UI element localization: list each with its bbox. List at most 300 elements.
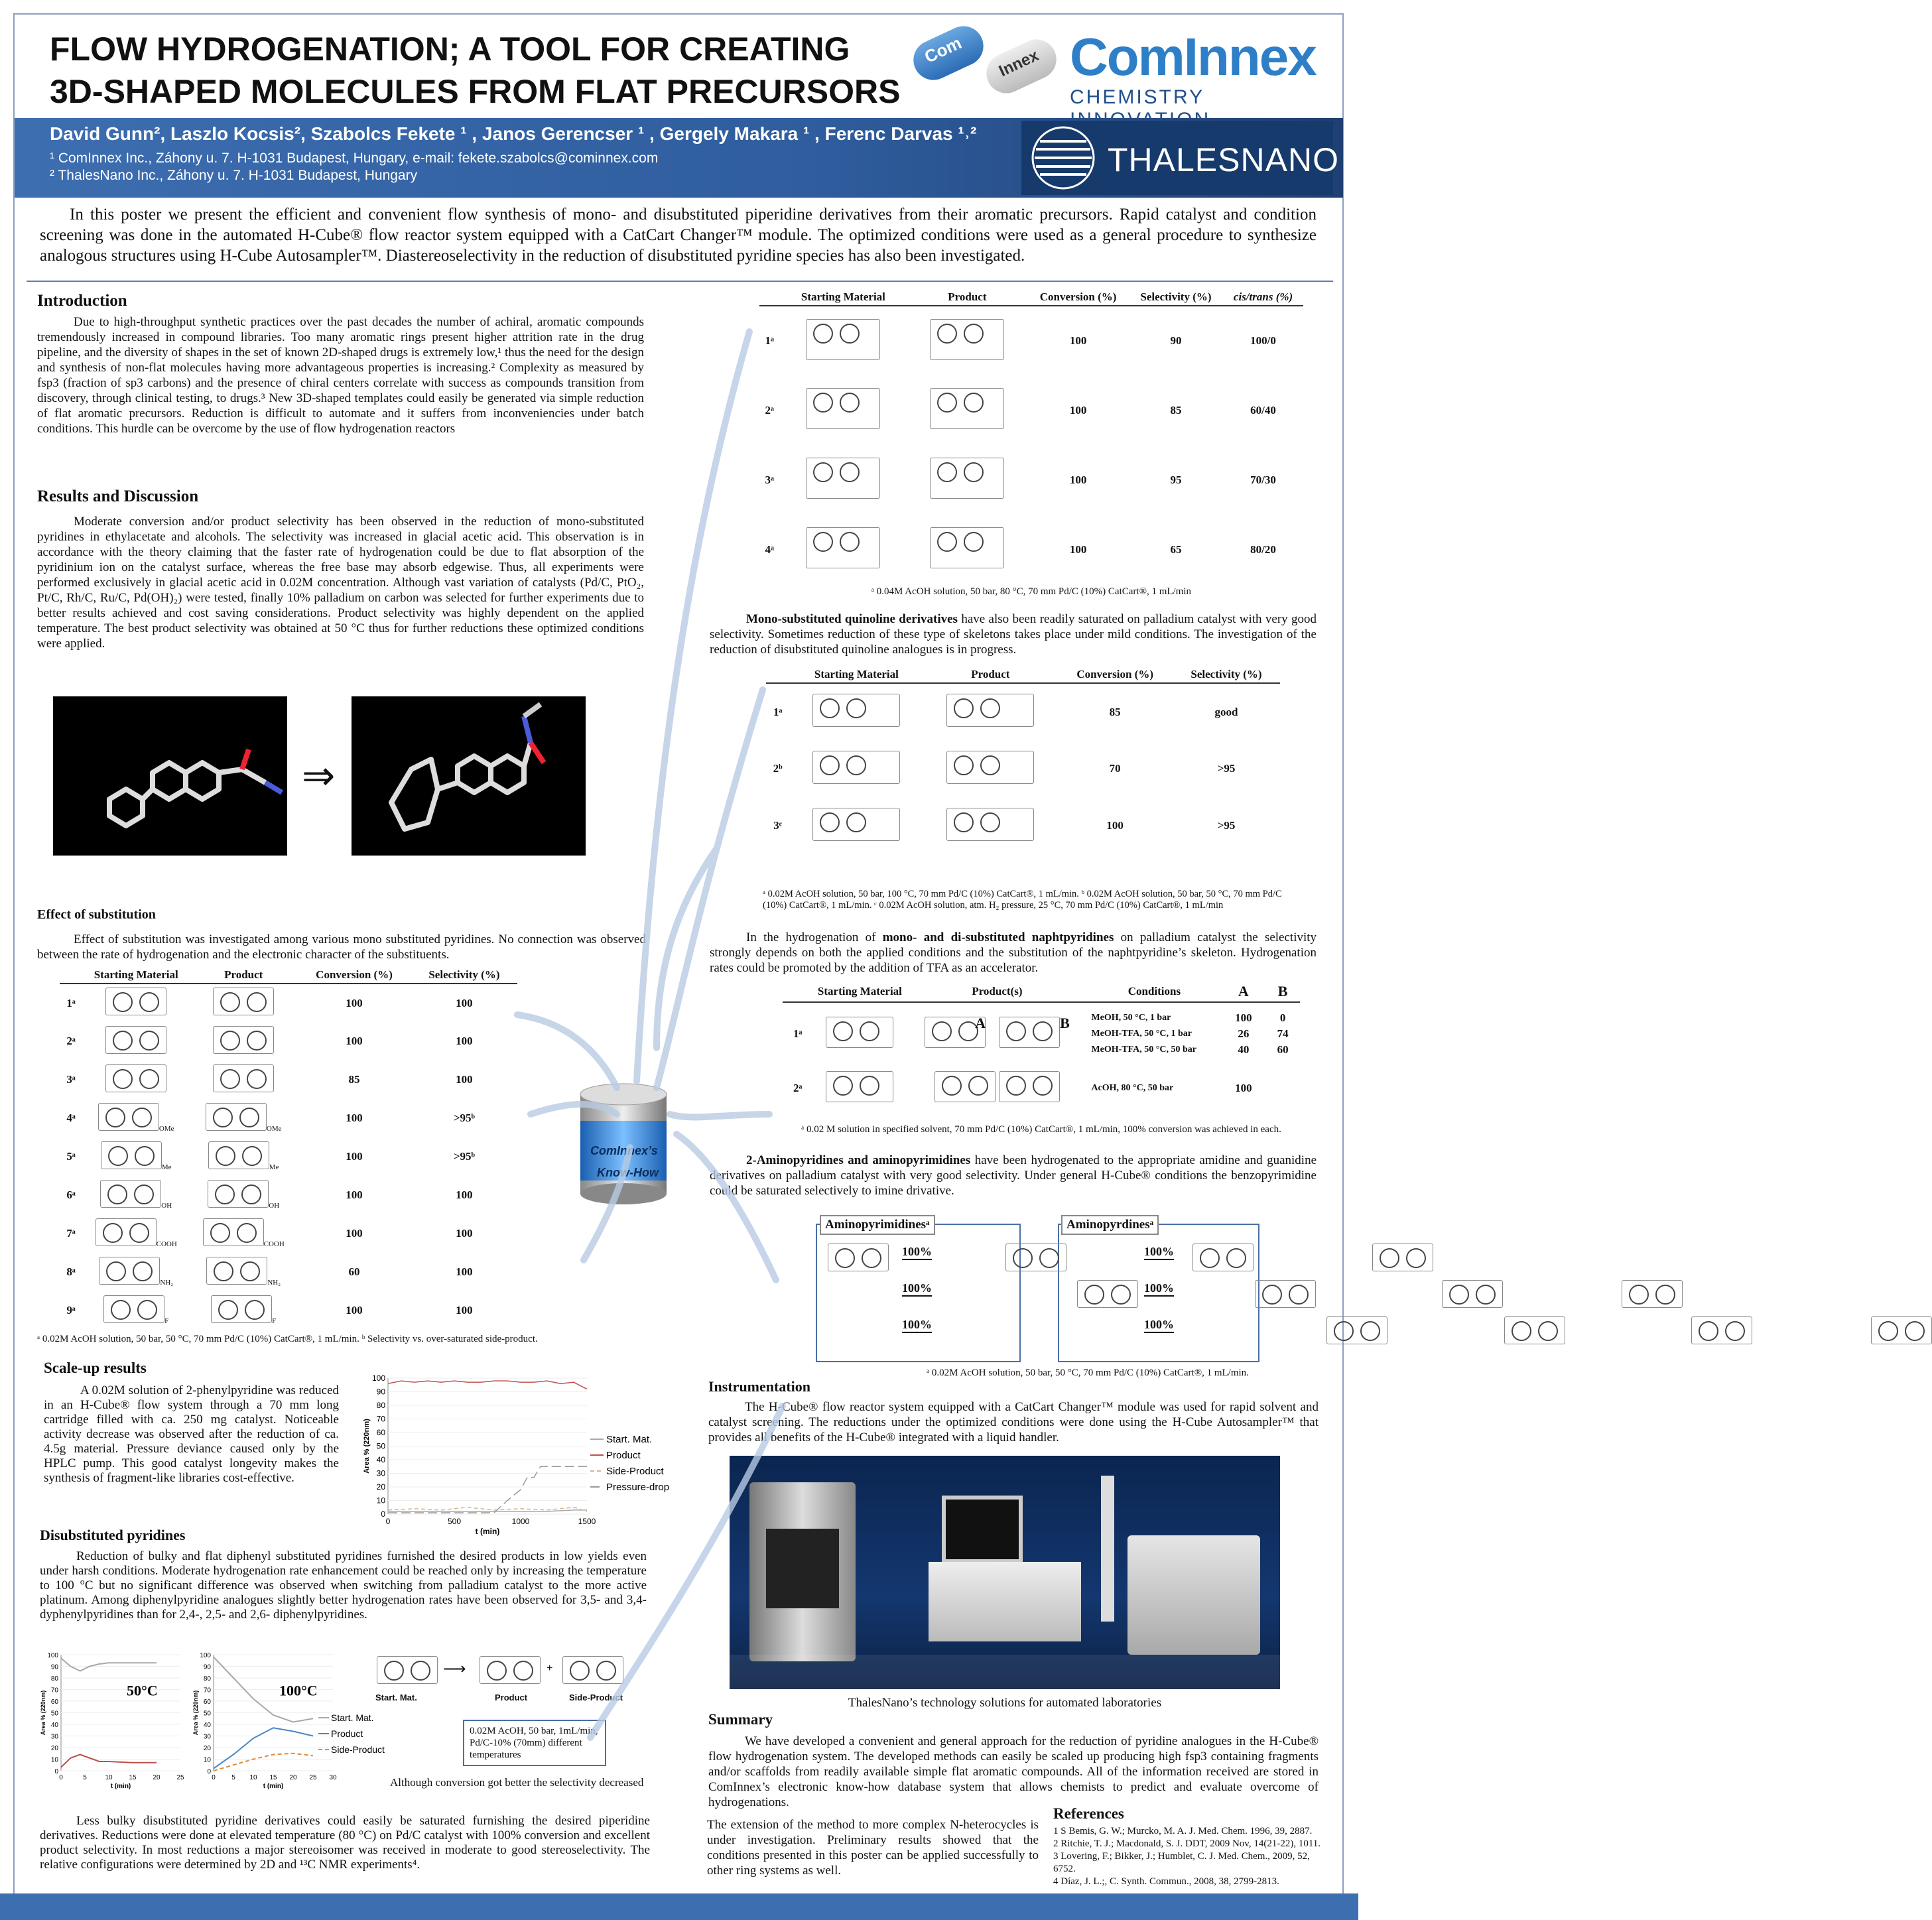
summary-text-1: We have developed a convenient and general approach for the reduction of pyridine analogues in the H-Cube® flow hydrogenation system. The developed methods can easily be scaled up producing high fsp3 containing fragments and/or scaffolds from readily available simple flat aromatic compounds. All of the information received are stored in ComInnex’s electronic know-how database system that allows chemists to predict and evaluate overcome of hydrogenations. — [708, 1734, 1319, 1809]
autosampler — [929, 1562, 1081, 1641]
x-tick-label: 25 — [176, 1774, 184, 1781]
effect-row — [60, 1176, 517, 1214]
y-tick-label: 90 — [50, 1663, 58, 1671]
effect-conv: 100 — [346, 1150, 363, 1163]
effect-sel: 100 — [456, 1304, 473, 1316]
amino-prod-structure — [1372, 1244, 1433, 1271]
effect-prod-structure — [190, 984, 297, 1022]
y-tick-label: 10 — [203, 1756, 211, 1764]
t2-ct: 60/40 — [1250, 403, 1276, 416]
naph-b: 60 — [1277, 1043, 1289, 1056]
x-axis-label: t (min) — [263, 1783, 284, 1790]
scaleup-text: A 0.02M solution of 2-phenylpyridine was reduced in an H-Cube® flow system through a 70 mm long cartridge filled with ca. 250 mg catalyst. Noticeable activity decrease was observed after the reduction of ca. 4.5g material. Pressure deviance caused only by the HPLC pump. This good catalyst longevity makes the synthesis of fragment-like libraries cost-effective. — [44, 1383, 339, 1485]
effect-sel: 100 — [456, 1035, 473, 1047]
disub-section — [40, 1527, 647, 1622]
scaleup-heading: Scale-up results — [44, 1360, 147, 1376]
naph-condition: MeOH-TFA, 50 °C, 50 bar — [1091, 1045, 1196, 1055]
t2-col-sm: Starting Material — [779, 289, 907, 306]
naph-a-col — [1221, 1065, 1265, 1112]
y-tick-label: 100 — [47, 1652, 58, 1659]
t2-row — [759, 306, 1303, 375]
y-tick-label: 20 — [50, 1745, 58, 1752]
badge-com: Com — [921, 32, 965, 67]
cominnex-tagline: CHEMISTRY — [1070, 86, 1204, 108]
effect-sub-label: OH — [161, 1201, 172, 1210]
q-prod-structure — [923, 740, 1057, 797]
q-sm-structure — [789, 740, 923, 797]
naph-b-col — [1265, 1065, 1300, 1112]
x-axis-label: t (min) — [475, 1527, 500, 1536]
effect-conv: 100 — [346, 1227, 363, 1240]
amino-sm-structure — [1192, 1244, 1254, 1271]
y-tick-label: 80 — [376, 1401, 385, 1410]
q-sel: >95 — [1217, 819, 1236, 832]
effect-prod-structure — [190, 1099, 297, 1137]
series-line-product — [388, 1381, 587, 1389]
disub-text-2: Less bulky disubstituted pyridine derivatives could easily be saturated furnishing the desired piperidine derivatives. Reductions were done at elevated temperature (80 °C) on Pd/C catalyst with 100% conversion and excellent product selectivity. In most reductions a major stereoisomer was received in moderate to good stereoselectivity. The relative configurations were determined by 2D and ¹³C NMR experiments⁴. — [40, 1814, 650, 1872]
amino-sm-structure — [1442, 1280, 1503, 1308]
effect-sub-label: Me — [161, 1163, 172, 1171]
chart-title: 50°C — [127, 1682, 158, 1699]
effect-conv: 60 — [348, 1265, 360, 1278]
summary-text-2: The extension of the method to more complex N-heterocycles is under investigation. Preliminary results showed that the conditions presented in this poster can be applied successfully to other ring systems as well. — [707, 1818, 1039, 1878]
amino-prod-structure — [1255, 1280, 1316, 1308]
y-tick-label: 70 — [50, 1687, 58, 1695]
t2-row-id: 2ᵃ — [765, 403, 774, 416]
x-tick-label: 25 — [309, 1774, 317, 1781]
author-list: David Gunn², Laszlo Kocsis², Szabolcs Fekete ¹ , Janos Gerencser ¹ , Gergely Makara ¹ , Ferenc Darvas ¹˒² — [50, 123, 977, 144]
amino-sm-structure — [1077, 1280, 1138, 1308]
effect-sm-structure — [82, 1291, 190, 1330]
molecule-3d-shaped — [352, 696, 586, 856]
badge-innex: Innex — [996, 46, 1042, 81]
naph-text-a: In the hydrogenation of — [746, 930, 876, 944]
effect-footnote: ᵃ 0.02M AcOH solution, 50 bar, 50 °C, 70 mm Pd/C (10%) CatCart®, 1 mL/min. ᵇ Selectivity vs. over-saturated side-product. — [37, 1334, 538, 1344]
references-section — [1053, 1805, 1332, 1888]
amino-sm-structure — [1326, 1316, 1387, 1344]
instrumentation-section — [708, 1378, 1319, 1445]
legend-label: Side-Product — [606, 1466, 664, 1477]
q-sm-structure — [789, 683, 923, 740]
scheme-start-mat — [377, 1656, 438, 1684]
t2-ct: 80/20 — [1250, 543, 1276, 556]
naph-label-b: B — [1060, 1014, 1070, 1031]
quinoline-body: have also been readily saturated on palladium catalyst with very good selectivity. Sometimes reduction of these type of skeletons takes place under mild conditions. The investigation of the reduction of disubstituted quinoline analogues is in progress. — [710, 612, 1317, 657]
t2-col-conv: Conversion (%) — [1027, 289, 1128, 306]
x-tick-label: 0 — [212, 1774, 216, 1781]
effect-row-id: 3ᵃ — [66, 1073, 76, 1086]
effect-row — [60, 1099, 517, 1137]
effect-sm-structure — [82, 1022, 190, 1060]
y-tick-label: 0 — [381, 1509, 385, 1519]
naph-a-col — [1221, 1002, 1265, 1065]
effect-row — [60, 1022, 517, 1060]
chart-50c — [33, 1648, 192, 1797]
instrument-caption: ThalesNano’s technology solutions for automated laboratories — [848, 1696, 1162, 1710]
y-tick-label: 0 — [54, 1768, 58, 1775]
legend-label: Side-Product — [331, 1744, 385, 1755]
reference-list — [1053, 1825, 1332, 1888]
effect-conv: 100 — [346, 1188, 363, 1201]
x-tick-label: 1500 — [578, 1517, 596, 1526]
effect-sm-structure — [82, 1176, 190, 1214]
effect-row — [60, 1060, 517, 1099]
x-tick-label: 30 — [329, 1774, 337, 1781]
n-col-cond: Conditions — [1087, 982, 1221, 1002]
summary-heading: Summary — [708, 1711, 773, 1728]
t2-row-id: 1ᵃ — [765, 334, 774, 347]
q-col-conv: Conversion (%) — [1057, 667, 1173, 683]
hcube-panel — [766, 1529, 839, 1608]
naph-prod-structure — [907, 1002, 1087, 1065]
t2-row — [759, 515, 1303, 584]
naph-row-id: 1ᵃ — [793, 1027, 803, 1040]
y-tick-label: 60 — [203, 1698, 211, 1706]
y-axis-label: Area % (220nm) — [192, 1690, 199, 1736]
y-axis-label: Area % (220nm) — [363, 1419, 371, 1474]
t2-prod-structure — [907, 515, 1027, 584]
thalesnano-logo — [1021, 121, 1339, 195]
t2-prod-structure — [907, 306, 1027, 375]
disub-caption: Although conversion got better the selectivity decreased — [390, 1776, 644, 1789]
effect-sel: 100 — [456, 1227, 473, 1240]
effect-prod-structure — [190, 1253, 297, 1291]
knowhow-line1: ComInnex’s — [590, 1144, 658, 1157]
x-tick-label: 1000 — [511, 1517, 530, 1526]
effect-sub-label-prod: F — [272, 1316, 277, 1325]
table-disub — [759, 289, 1303, 584]
y-tick-label: 10 — [50, 1756, 58, 1764]
naph-condition: AcOH, 80 °C, 50 bar — [1091, 1083, 1174, 1093]
y-tick-label: 90 — [376, 1387, 385, 1397]
amino-bold: 2-Aminopyridines and aminopyrimidines — [746, 1153, 971, 1167]
t2-sel: 95 — [1170, 473, 1182, 486]
naph-prod-structure — [907, 1065, 1087, 1112]
scheme-label-side: Side-Product — [569, 1693, 623, 1702]
t2-conv: 100 — [1069, 543, 1087, 556]
t2-col-prod: Product — [907, 289, 1027, 306]
x-tick-label: 15 — [269, 1774, 277, 1781]
effect-text: Effect of substitution was investigated among various mono substituted pyridines. No connection was observed between the rate of hydrogenation and the electronic character of the substituents. — [37, 932, 646, 962]
molecule-3d-flat — [53, 696, 287, 856]
t2-ct: 70/30 — [1250, 473, 1276, 486]
amino-yield: 100% — [902, 1245, 932, 1260]
effect-sm-structure — [82, 1137, 190, 1176]
reference-item: 4 Díaz, J. L.;, C. Synth. Commun., 2008, 38, 2799-2813. — [1053, 1876, 1279, 1887]
n-col-prod: Product(s) — [907, 982, 1087, 1002]
disub-scheme — [363, 1653, 649, 1706]
amino-prod-structure — [1005, 1244, 1066, 1271]
x-tick-label: 0 — [385, 1517, 391, 1526]
amino-yield: 100% — [1144, 1318, 1174, 1333]
naph-a: 26 — [1238, 1027, 1250, 1040]
t2-sm-structure — [779, 445, 907, 515]
disub-heading: Disubstituted pyridines — [40, 1527, 186, 1543]
affiliation-2: ² ThalesNano Inc., Záhony u. 7. H-1031 Budapest, Hungary — [50, 168, 418, 183]
series-line-product — [61, 1755, 157, 1767]
t2-prod-structure — [907, 445, 1027, 515]
t2-sm-structure — [779, 515, 907, 584]
flat-molecule-render — [53, 696, 287, 856]
y-tick-label: 10 — [376, 1496, 385, 1505]
q-prod-structure — [923, 797, 1057, 854]
naph-sm-structure — [812, 1002, 907, 1065]
amino-sm-structure — [1691, 1316, 1752, 1344]
x-tick-label: 5 — [231, 1774, 235, 1781]
x-tick-label: 500 — [447, 1517, 462, 1526]
naph-label-a: A — [975, 1014, 986, 1031]
y-tick-label: 100 — [371, 1374, 385, 1383]
x-axis-label: t (min) — [110, 1783, 131, 1790]
effect-row-id: 9ᵃ — [66, 1304, 76, 1316]
y-tick-label: 50 — [203, 1710, 211, 1718]
effect-row — [60, 1253, 517, 1291]
effect-prod-structure — [190, 1022, 297, 1060]
effect-sub-label: F — [164, 1316, 169, 1325]
t2-row-id: 3ᵃ — [765, 473, 774, 486]
t2-col-ct: cis/trans (%) — [1223, 289, 1303, 306]
q-row-id: 2ᵇ — [773, 762, 783, 775]
effect-sm-structure — [82, 1060, 190, 1099]
quinoline-row — [766, 740, 1280, 797]
effect-conv: 100 — [346, 1112, 363, 1124]
effect-sm-structure — [82, 1214, 190, 1253]
shaped-molecule-render — [352, 696, 586, 856]
y-tick-label: 30 — [376, 1468, 385, 1478]
t2-sm-structure — [779, 375, 907, 445]
poster-title: FLOW HYDROGENATION; A TOOL FOR CREATING 3D-SHAPED MOLECULES FROM FLAT PRECURSORS — [50, 31, 901, 110]
q-conv: 70 — [1109, 762, 1121, 775]
naph-a: 100 — [1235, 1082, 1252, 1094]
t2-row-id: 4ᵃ — [765, 543, 774, 556]
effect-sub-label-prod: Me — [269, 1163, 279, 1171]
scaleup-chart — [355, 1373, 673, 1542]
n-col-sm: Starting Material — [812, 982, 907, 1002]
y-tick-label: 30 — [50, 1733, 58, 1741]
effect-row — [60, 1137, 517, 1176]
amino-text — [710, 1153, 1317, 1198]
naph-footnote: ᵃ 0.02 M solution in specified solvent, 70 mm Pd/C (10%) CatCart®, 1 mL/min, 100% conversion was achieved in each. — [801, 1124, 1281, 1135]
effect-col-sel: Selectivity (%) — [411, 967, 517, 984]
naph-a: 100 — [1235, 1011, 1252, 1024]
y-tick-label: 80 — [50, 1675, 58, 1683]
y-tick-label: 20 — [203, 1745, 211, 1752]
second-unit — [1127, 1535, 1260, 1655]
effect-sm-structure — [82, 1099, 190, 1137]
effect-sel: >95ᵇ — [453, 1150, 476, 1163]
y-tick-label: 70 — [203, 1687, 211, 1695]
amino-body: have been hydrogenated to the appropriate amidine and guanidine derivatives on palladium catalyst with very good selectivity. Under general H-Cube® conditions the benzopyrimidine could be saturated selectively to imine drivative. — [710, 1153, 1317, 1198]
effect-sel: >95ᵇ — [453, 1112, 476, 1124]
references-heading: References — [1053, 1805, 1124, 1822]
t2-conv: 100 — [1069, 473, 1087, 486]
effect-sm-structure — [82, 1253, 190, 1291]
legend-label: Start. Mat. — [331, 1712, 374, 1723]
table-naph — [783, 982, 1300, 1112]
t2-sel: 85 — [1170, 403, 1182, 416]
effect-sub-label: OMe — [159, 1124, 174, 1133]
naph-a: 40 — [1238, 1043, 1250, 1056]
amino-yield: 100% — [1144, 1245, 1174, 1260]
intro-heading: Introduction — [37, 292, 127, 310]
quinoline-row — [766, 683, 1280, 740]
scheme-label-product: Product — [495, 1693, 528, 1702]
knowhow-line2: Know-How — [597, 1166, 659, 1179]
naph-row — [783, 1065, 1300, 1112]
table-quinoline — [766, 667, 1280, 854]
naph-text-b: on palladium catalyst the selectivity strongly depends on both the applied conditions and the substitution of the naphtpyridine’s skeleton. Hydrogenation rates could be promoted by the addition of TFA as an accelerator. — [710, 930, 1317, 975]
legend-label: Pressure-drop — [606, 1482, 670, 1493]
effect-col-conv: Conversion (%) — [297, 967, 411, 984]
reference-item: 3 Lovering, F.; Bikker, J.; Humblet, C. J. Med. Chem., 2009, 52, 6752. — [1053, 1851, 1310, 1874]
y-tick-label: 0 — [207, 1768, 211, 1775]
effect-row-id: 4ᵃ — [66, 1112, 76, 1124]
y-tick-label: 100 — [200, 1652, 211, 1659]
series-line-side-product — [214, 1754, 313, 1771]
summary-section — [708, 1711, 1319, 1810]
t2-footnote: ᵃ 0.04M AcOH solution, 50 bar, 80 °C, 70 mm Pd/C (10%) CatCart®, 1 mL/min — [871, 586, 1192, 597]
q-col-sel: Selectivity (%) — [1173, 667, 1280, 683]
scheme-label-start: Start. Mat. — [375, 1693, 417, 1702]
affiliation-1: ¹ ComInnex Inc., Záhony u. 7. H-1031 Budapest, Hungary, e-mail: fekete.szabolcs@cominnex.com — [50, 151, 659, 166]
aminopyrimidines-label: Aminopyrimidinesᵃ — [820, 1215, 935, 1235]
effect-conv: 100 — [346, 1304, 363, 1316]
y-tick-label: 50 — [376, 1441, 385, 1451]
effect-prod-structure — [190, 1291, 297, 1330]
effect-sub-label-prod: NH₂ — [267, 1278, 281, 1287]
effect-prod-structure — [190, 1060, 297, 1099]
reflection — [730, 1655, 1280, 1689]
x-tick-label: 10 — [105, 1774, 113, 1781]
disub-text: Reduction of bulky and flat diphenyl substituted pyridines furnished the desired products in low yields even under harsh conditions. Moderate hydrogenation rate enhancement could be reached only by increasing the temperature to 100 °C but no significant difference was observed when switching from palladium catalyst to the more active platinum. Among diphenylpyridine analogues slightly better hydrogenation rates have been observed for 3,5- and 3,4-dyphenylpyridines than for 2,4-, 2,5- and 2,6- diphenylpyridines. — [40, 1549, 647, 1622]
t2-ct: 100/0 — [1250, 334, 1276, 347]
robot-arm — [1101, 1476, 1114, 1622]
x-tick-label: 20 — [289, 1774, 297, 1781]
legend-label: Product — [331, 1728, 363, 1739]
t2-row — [759, 445, 1303, 515]
naph-row — [783, 1002, 1300, 1065]
effect-sub-label-prod: OMe — [266, 1124, 282, 1133]
effect-conv: 100 — [346, 1035, 363, 1047]
quinoline-bold: Mono-substituted quinoline derivatives — [746, 612, 958, 626]
effect-row-id: 2ᵃ — [66, 1035, 76, 1047]
naph-condition: MeOH-TFA, 50 °C, 1 bar — [1091, 1029, 1192, 1039]
effect-sub-label: NH₂ — [160, 1278, 174, 1287]
effect-table — [60, 967, 517, 1330]
y-tick-label: 40 — [203, 1722, 211, 1729]
quinoline-row — [766, 797, 1280, 854]
scheme-side-product — [562, 1656, 623, 1684]
t2-conv: 100 — [1069, 334, 1087, 347]
q-prod-structure — [923, 683, 1057, 740]
thalesnano-emblem-icon — [1027, 121, 1100, 194]
footer-band — [0, 1893, 1358, 1920]
amino-yield: 100% — [1144, 1281, 1174, 1297]
abstract: In this poster we present the efficient and convenient flow synthesis of mono- and disubstituted piperidine derivatives from their aromatic precursors. Rapid catalyst and condition screening was done in the automated H-Cube® flow reactor system equipped with a CatCart Changer™ module. The optimized conditions were used as a general procedure to synthesize analogous structures using H-Cube Autosampler™. Diastereoselectivity in the reduction of disubstituted pyridine species has also been investigated. — [40, 206, 1317, 265]
disub-conditions-box: 0.02M AcOH, 50 bar, 1mL/min, Pd/C-10% (70mm) different temperatures — [463, 1720, 606, 1766]
naph-b-col — [1265, 1002, 1300, 1065]
series-line-product — [214, 1728, 313, 1768]
x-tick-label: 0 — [59, 1774, 63, 1781]
naph-b: 74 — [1277, 1027, 1289, 1040]
n-col-a: A — [1221, 982, 1265, 1002]
q-row-id: 1ᵃ — [773, 705, 783, 718]
legend-label: Product — [606, 1450, 641, 1461]
naph-b: 0 — [1279, 1011, 1286, 1024]
abstract-divider — [27, 281, 1333, 282]
effect-sel: 100 — [456, 1188, 473, 1201]
naph-bold: mono- and di-substituted naphtpyridines — [882, 930, 1114, 944]
x-tick-label: 10 — [249, 1774, 257, 1781]
amino-prod-structure — [1622, 1280, 1683, 1308]
intro-section — [37, 292, 644, 436]
effect-sel: 100 — [456, 996, 473, 1009]
series-line-start-mat- — [388, 1510, 587, 1511]
q-conv: 100 — [1106, 819, 1124, 832]
cominnex-logo — [899, 20, 1330, 116]
instrumentation-text: The H-Cube® flow reactor system equipped with a CatCart Changer™ module was used for rapid solvent and catalyst screening. The reductions under the optimized conditions were done using the H-Cube Autosampler™ that provides all benefits of the H-Cube® integrated with a liquid handler. — [708, 1400, 1319, 1444]
naph-conditions — [1087, 1002, 1221, 1065]
y-tick-label: 90 — [203, 1663, 211, 1671]
legend-label: Start. Mat. — [606, 1434, 653, 1445]
intro-text: Due to high-throughput synthetic practices over the past decades the number of achiral, aromatic compounds tremendously increased in compound libraries. Too many aromatic rings present higher attrition rate in the drug pipeline, and the diversity of shapes in the set of known 2D-shaped drugs is extremely low,¹ thus the need for the design and synthesis of non-flat molecules having more advantageous properties is increasing.² Complexity as measured by fsp3 (fraction of sp3 carbons) and the presence of chiral centers correlate with success as compounds transition from discovery, through clinical testing, to drugs.³ New 3D-shaped templates could easily be generated via simple reduction of flat aromatic precursors. Reduction is difficult to automate and it suffers from inconveniencies under batch conditions. This hurdle can be overcome by the use of flow hydrogenation reactors — [37, 315, 644, 436]
effect-sub-label-prod: COOH — [263, 1240, 285, 1248]
naph-row-id: 2ᵃ — [793, 1082, 803, 1094]
y-tick-label: 70 — [376, 1414, 385, 1424]
t2-conv: 100 — [1069, 403, 1087, 416]
t2-row — [759, 375, 1303, 445]
y-tick-label: 60 — [50, 1698, 58, 1706]
reference-item: 1 S Bemis, G. W.; Murcko, M. A. J. Med. Chem. 1996, 39, 2887. — [1053, 1826, 1313, 1836]
chart-title: 100°C — [279, 1682, 318, 1699]
t2-sel: 65 — [1170, 543, 1182, 556]
naph-condition: MeOH, 50 °C, 1 bar — [1091, 1013, 1171, 1023]
effect-heading: Effect of substitution — [37, 907, 156, 922]
effect-sub-label: COOH — [156, 1240, 177, 1248]
q-conv: 85 — [1109, 705, 1121, 718]
naph-text — [710, 930, 1317, 976]
y-tick-label: 30 — [203, 1733, 211, 1741]
scheme-product — [480, 1656, 541, 1684]
q-sel: good — [1214, 705, 1238, 718]
effect-conv: 100 — [346, 996, 363, 1009]
results-text: Moderate conversion and/or product selectivity has been observed in the reduction of mono-substituted pyridines in ethylacetate and alcohols. The selectivity was increased in glacial acetic acid. This observation is in accordance with the theory claiming that the faster rate of hydrogenation could be due to flat absorption of the pyridinium ion on the catalyst surface, whereas the free base may absorb edgewise. Thus, all experiments were performed exclusively in glacial acetic acid in 0.02M concentration. Although vast variation of catalysts (Pd/C, PtO₂, Pt/C, Rh/C, Ru/C, Pd(OH)₂) were tested, finally 10% palladium on carbon was selected for further experiments due to better results achieved and cost saving considerations. Product selectivity was highly dependent on the applied temperature. The best product selectivity was obtained at 50 °C thus for further reductions these optimized conditions were applied. — [37, 515, 644, 651]
effect-section — [37, 907, 646, 962]
amino-prod-structure — [1504, 1316, 1565, 1344]
effect-row — [60, 1214, 517, 1253]
effect-prod-structure — [190, 1214, 297, 1253]
y-tick-label: 50 — [50, 1710, 58, 1718]
t2-prod-structure — [907, 375, 1027, 445]
q-row-id: 3ᶜ — [773, 819, 783, 832]
effect-row-id: 1ᵃ — [66, 996, 76, 1009]
effect-row — [60, 1291, 517, 1330]
effect-prod-structure — [190, 1137, 297, 1176]
x-tick-label: 20 — [153, 1774, 161, 1781]
y-tick-label: 40 — [376, 1455, 385, 1464]
effect-conv: 85 — [348, 1073, 360, 1086]
effect-prod-structure — [190, 1176, 297, 1214]
x-tick-label: 5 — [83, 1774, 87, 1781]
amino-sm-structure — [828, 1244, 889, 1271]
monitor — [942, 1496, 1023, 1563]
amino-yield: 100% — [902, 1318, 932, 1333]
amino-prod-structure — [1871, 1316, 1932, 1344]
q-col-sm: Starting Material — [789, 667, 923, 683]
n-col-b: B — [1265, 982, 1300, 1002]
q-sm-structure — [789, 797, 923, 854]
quinoline-text — [710, 611, 1317, 657]
